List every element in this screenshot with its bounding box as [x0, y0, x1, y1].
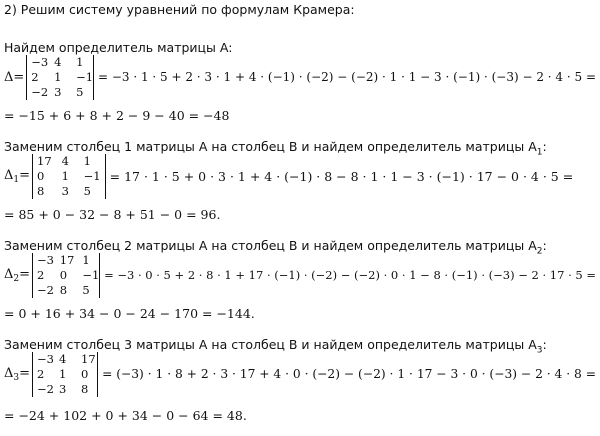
matrix-a2: [32, 253, 100, 298]
matrix-cell: 3: [54, 84, 62, 99]
det-label: Δ=: [4, 69, 25, 85]
delta-symbol: Δ: [4, 365, 14, 381]
block-intro-det-a2: Заменим столбец 2 матрицы A на столбец B и найдем определитель матрицы $A_2$:: [4, 238, 547, 257]
matrix-cell: 1: [54, 69, 62, 84]
intro-text: Заменим столбец 1 матрицы A на столбец B и найдем определитель матрицы A: [4, 139, 537, 154]
matrix-a3: [32, 352, 98, 397]
matrix-cell: 0: [37, 168, 45, 183]
det-label: $\Delta_1=$: [4, 167, 31, 185]
intro-subscript: 2: [536, 246, 543, 257]
matrix-cell: 8: [81, 381, 89, 396]
matrix-cell: −2: [37, 282, 54, 297]
matrix-cell: 4: [59, 351, 67, 366]
matrix-cell: 17: [81, 351, 96, 366]
result-line: = 0 + 16 + 34 − 0 − 24 − 170 = −144.: [4, 306, 255, 321]
matrix-cell: 3: [61, 183, 69, 198]
block-intro-det-a3: Заменим столбец 3 матрицы A на столбец B и найдем определитель матрицы $A_3$:: [4, 337, 547, 356]
intro-text: Заменим столбец 2 матрицы A на столбец B и найдем определитель матрицы A: [4, 238, 537, 253]
matrix-cell: 3: [59, 381, 67, 396]
intro-subscript: 1: [536, 147, 543, 158]
expansion: = 17 · 1 · 5 + 0 · 3 · 1 + 4 · (−1) · 8 − 8 · 1 · 1 − 3 · (−1) · 17 − 0 · 4 · 5 =: [109, 168, 574, 184]
matrix-cell: 1: [76, 54, 84, 69]
matrix-cell: 5: [76, 84, 84, 99]
det-row-a: [4, 52, 596, 102]
intro-text: Найдем определитель матрицы A:: [4, 40, 233, 55]
matrix-cell: −1: [83, 168, 101, 183]
result-line: = −15 + 6 + 8 + 2 − 9 − 40 = −48: [4, 108, 230, 123]
matrix-cell: 2: [37, 267, 45, 282]
matrix-cell: 5: [82, 282, 90, 297]
matrix-cell: 5: [83, 183, 91, 198]
matrix-cell: 0: [59, 267, 68, 282]
matrix-cell: −3: [31, 54, 49, 69]
delta-symbol: Δ: [4, 167, 14, 183]
solution-document: [4, 2, 596, 432]
matrix-cell: 0: [81, 366, 89, 381]
matrix-cell: −2: [31, 84, 49, 99]
det-row-a1: [4, 151, 573, 201]
delta-symbol: Δ: [4, 266, 14, 282]
matrix-cell: 2: [31, 69, 39, 84]
delta-subscript: 1: [13, 174, 20, 185]
expansion: = (−3) · 1 · 8 + 2 · 3 · 17 + 4 · 0 · (−2) − (−2) · 1 · 17 − 3 · 0 · (−3) − 2 · 4 · 8 =: [102, 367, 596, 381]
matrix-cell: −3: [37, 252, 54, 267]
matrix-cell: 2: [37, 366, 45, 381]
delta-subscript: 3: [13, 372, 20, 383]
matrix-cell: 17: [59, 252, 75, 267]
matrix-a1: [32, 154, 106, 199]
delta-subscript: 2: [13, 273, 20, 284]
det-label: $\Delta_2=$: [4, 266, 31, 284]
result-line: = 85 + 0 − 32 − 8 + 51 − 0 = 96.: [4, 207, 221, 222]
expansion: = −3 · 0 · 5 + 2 · 8 · 1 + 17 · (−1) · (−2) − (−2) · 0 · 1 − 8 · (−1) · (−3) − 2 · 17 · 5 =: [104, 268, 596, 282]
page-heading: 2) Решим систему уравнений по формулам Крамера:: [4, 2, 355, 17]
matrix-cell: 17: [37, 153, 52, 168]
matrix-cell: 8: [59, 282, 68, 297]
intro-subscript: 3: [536, 345, 543, 356]
matrix-cell: 1: [59, 366, 67, 381]
expansion: = −3 · 1 · 5 + 2 · 3 · 1 + 4 · (−1) · (−2) − (−2) · 1 · 1 − 3 · (−1) · (−3) − 2 · 4 · 5 =: [97, 70, 596, 84]
matrix-cell: −1: [82, 267, 100, 282]
block-intro-det-a1: Заменим столбец 1 матрицы A на столбец B и найдем определитель матрицы $A_1$:: [4, 139, 547, 158]
matrix-cell: −2: [37, 381, 54, 396]
matrix-cell: 1: [61, 168, 69, 183]
det-row-a3: [4, 349, 596, 399]
matrix-cell: 4: [54, 54, 62, 69]
matrix-cell: −1: [76, 69, 94, 84]
matrix-a: [26, 55, 94, 100]
det-row-a2: [4, 250, 596, 300]
matrix-cell: 1: [83, 153, 91, 168]
matrix-cell: 4: [61, 153, 69, 168]
delta-symbol: Δ: [4, 69, 14, 85]
matrix-cell: −3: [37, 351, 54, 366]
intro-text: Заменим столбец 3 матрицы A на столбец B и найдем определитель матрицы A: [4, 337, 537, 352]
matrix-cell: 8: [37, 183, 45, 198]
det-label: $\Delta_3=$: [4, 365, 31, 383]
result-line: = −24 + 102 + 0 + 34 − 0 − 64 = 48.: [4, 408, 247, 423]
matrix-cell: 1: [82, 252, 90, 267]
